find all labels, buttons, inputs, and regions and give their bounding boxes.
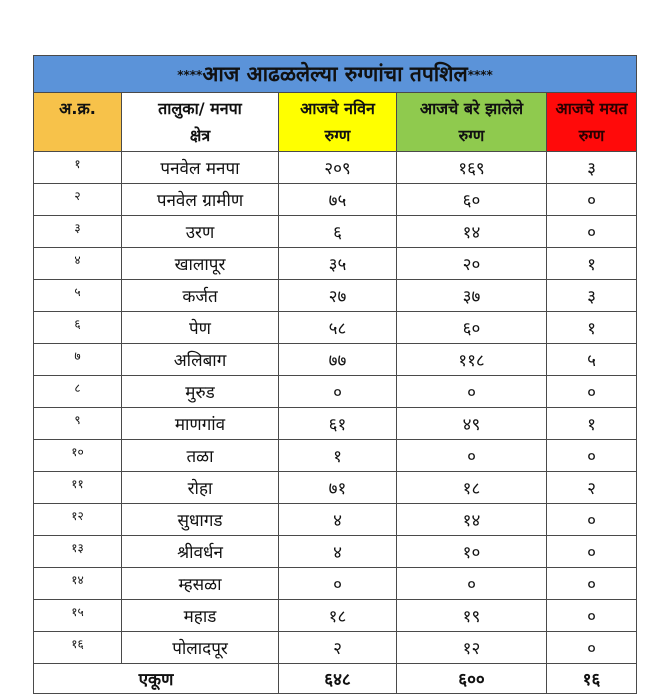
cell-cured-patients: १४ [397,216,547,248]
cell-cured-patients: १२ [397,632,547,664]
table-row [34,248,637,280]
total-row [34,664,637,694]
cell-serial-no: ९ [34,408,122,440]
cell-deaths: १ [547,248,637,280]
cell-new-patients: २ [279,632,397,664]
cell-cured-patients: ११८ [397,344,547,376]
cell-serial-no: ७ [34,344,122,376]
cell-new-patients: १८ [279,600,397,632]
table-row [34,408,637,440]
cell-deaths: ० [547,568,637,600]
cell-serial-no: ११ [34,472,122,504]
cell-cured-patients: ३७ [397,280,547,312]
cell-serial-no: १४ [34,568,122,600]
header-death-line1: आजचे मयत [555,99,628,118]
title-stars-right: **** [467,68,493,82]
cell-deaths: ० [547,632,637,664]
table-title [34,56,637,93]
cell-cured-patients: ६० [397,312,547,344]
cell-area: पनवेल मनपा [122,152,279,184]
table-row [34,472,637,504]
header-taluka [122,93,279,152]
cell-area: पनवेल ग्रामीण [122,184,279,216]
header-deaths [547,93,637,152]
header-row [34,93,637,152]
cell-cured-patients: ४९ [397,408,547,440]
cell-deaths: ० [547,504,637,536]
cell-deaths: ० [547,600,637,632]
title-text: आज आढळलेल्या रुग्णांचा तपशिल [202,62,468,86]
table-row [34,216,637,248]
cell-serial-no: १६ [34,632,122,664]
cell-serial-no: ८ [34,376,122,408]
cell-deaths: ३ [547,280,637,312]
cell-deaths: ० [547,440,637,472]
cell-cured-patients: १० [397,536,547,568]
cell-serial-no: १५ [34,600,122,632]
cell-serial-no: १३ [34,536,122,568]
table-row [34,632,637,664]
table-row [34,568,637,600]
cell-cured-patients: ० [397,376,547,408]
cell-serial-no: १२ [34,504,122,536]
cell-serial-no: १ [34,152,122,184]
table-row [34,440,637,472]
header-death-line2: रुग्ण [578,126,605,145]
cell-deaths: ० [547,184,637,216]
cell-serial-no: ६ [34,312,122,344]
patient-details-table [33,55,637,694]
header-taluka-line2: क्षेत्र [189,126,211,145]
table-row [34,376,637,408]
header-serial-no: अ.क्र. [34,93,122,152]
header-new-patients [279,93,397,152]
cell-cured-patients: १९ [397,600,547,632]
cell-cured-patients: ० [397,568,547,600]
cell-new-patients: ७५ [279,184,397,216]
cell-serial-no: ५ [34,280,122,312]
cell-area: अलिबाग [122,344,279,376]
cell-new-patients: १ [279,440,397,472]
cell-cured-patients: १८ [397,472,547,504]
cell-new-patients: ६१ [279,408,397,440]
cell-serial-no: ४ [34,248,122,280]
header-cured-patients [397,93,547,152]
cell-area: पोलादपूर [122,632,279,664]
cell-new-patients: २७ [279,280,397,312]
cell-new-patients: ६ [279,216,397,248]
cell-area: खालापूर [122,248,279,280]
header-new-line1: आजचे नविन [300,99,375,118]
header-cured-line2: रुग्ण [458,126,485,145]
cell-new-patients: ० [279,376,397,408]
cell-cured-patients: १४ [397,504,547,536]
total-new: ६४८ [279,664,397,694]
cell-area: म्हसळा [122,568,279,600]
title-stars-left: **** [177,68,203,82]
cell-deaths: ५ [547,344,637,376]
cell-deaths: ० [547,216,637,248]
table-row [34,536,637,568]
cell-new-patients: ७७ [279,344,397,376]
cell-area: कर्जत [122,280,279,312]
cell-deaths: ० [547,376,637,408]
cell-new-patients: ५८ [279,312,397,344]
header-taluka-line1: तालुका/ मनपा [158,99,242,118]
title-row [34,56,637,93]
header-cured-line1: आजचे बरे झालेले [419,99,524,118]
cell-cured-patients: १६९ [397,152,547,184]
table-row [34,312,637,344]
cell-deaths: २ [547,472,637,504]
cell-area: माणगांव [122,408,279,440]
cell-deaths: १ [547,408,637,440]
cell-area: तळा [122,440,279,472]
cell-area: रोहा [122,472,279,504]
cell-new-patients: ४ [279,504,397,536]
table-row [34,600,637,632]
cell-cured-patients: ० [397,440,547,472]
cell-serial-no: २ [34,184,122,216]
cell-new-patients: ७१ [279,472,397,504]
table-row [34,152,637,184]
total-cured: ६०० [397,664,547,694]
cell-area: पेण [122,312,279,344]
cell-area: श्रीवर्धन [122,536,279,568]
table-row [34,280,637,312]
cell-area: महाड [122,600,279,632]
cell-new-patients: २०९ [279,152,397,184]
cell-new-patients: ३५ [279,248,397,280]
cell-new-patients: ० [279,568,397,600]
cell-deaths: ० [547,536,637,568]
table-row [34,184,637,216]
cell-area: सुधागड [122,504,279,536]
cell-serial-no: १० [34,440,122,472]
table-row [34,504,637,536]
cell-cured-patients: ६० [397,184,547,216]
cell-deaths: १ [547,312,637,344]
cell-serial-no: ३ [34,216,122,248]
cell-area: उरण [122,216,279,248]
cell-new-patients: ४ [279,536,397,568]
cell-area: मुरुड [122,376,279,408]
cell-cured-patients: २० [397,248,547,280]
cell-deaths: ३ [547,152,637,184]
header-new-line2: रुग्ण [324,126,351,145]
table-row [34,344,637,376]
total-deaths: १६ [547,664,637,694]
total-label: एकूण [34,664,279,694]
